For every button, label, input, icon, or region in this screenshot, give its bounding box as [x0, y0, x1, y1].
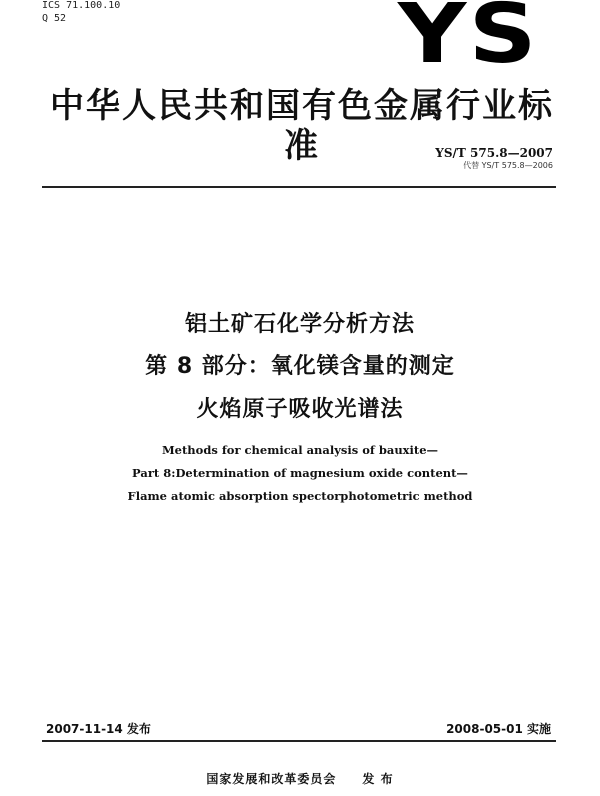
standard-title: 中华人民共和国有色金属行业标准	[50, 86, 554, 166]
implementation-date: 2008-05-01 实施	[446, 722, 551, 736]
ys-logo: YS	[398, 0, 539, 82]
cn-title-line-3: 火焰原子吸收光谱法	[196, 397, 404, 422]
bottom-divider	[42, 740, 556, 742]
en-title-line-2: Part 8:Determination of magnesium oxide content—	[132, 466, 468, 480]
publisher: 国家发展和改革委员会 发 布	[206, 772, 394, 786]
en-title-line-3: Flame atomic absorption spectorphotometric method	[127, 489, 473, 503]
cn-title-line-1: 铝土矿石化学分析方法	[184, 312, 415, 337]
ccs-code: Q 52	[42, 13, 67, 24]
cn-title-line-2: 第 8 部分：氧化镁含量的测定	[145, 354, 455, 379]
ics-code: ICS 71.100.10	[42, 0, 121, 11]
en-title-line-1: Methods for chemical analysis of bauxite—	[161, 443, 439, 457]
replaces-standard: 代替 YS/T 575.8—2006	[463, 161, 553, 170]
top-divider	[42, 186, 556, 188]
issue-date: 2007-11-14 发布	[46, 722, 151, 736]
standard-number: YS/T 575.8—2007	[435, 146, 553, 160]
